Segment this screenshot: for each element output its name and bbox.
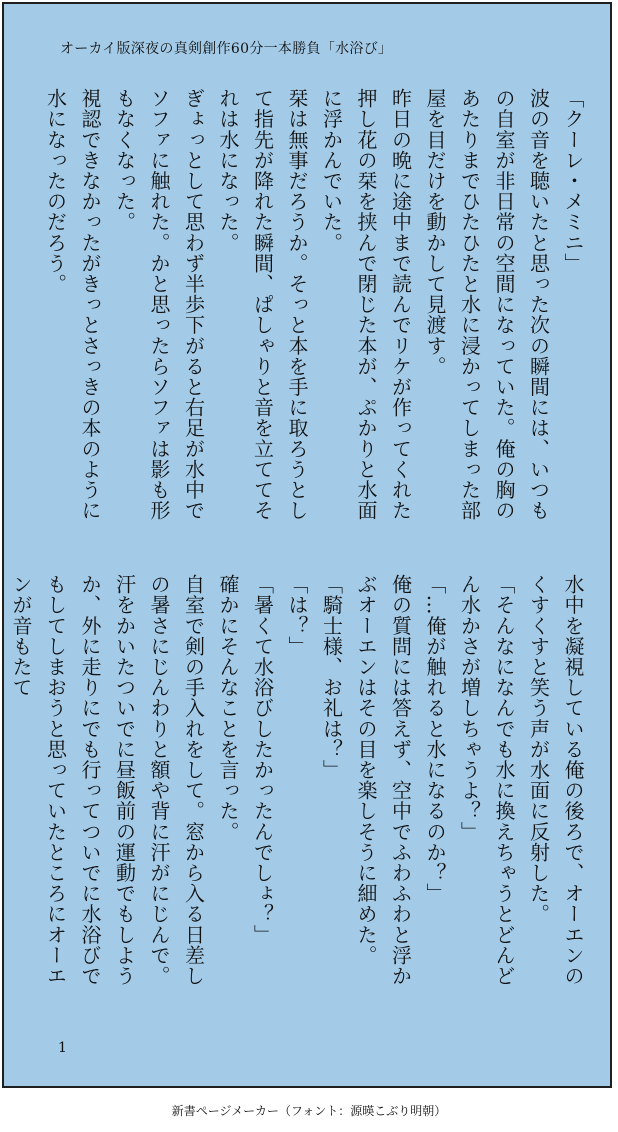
paragraph: 昨日の晩に途中まで読んでリケが作ってくれた押し花の栞を挟んで閉じた本が、ぷかりと水面に浮かんでいた。 (319, 88, 413, 521)
page-number: 1 (58, 1040, 67, 1056)
paragraph: 「騎士様、お礼は？」 (319, 574, 344, 780)
paragraph: 確かにそんなことを言った。 (216, 574, 240, 842)
paragraph: 視認できなかったがきっとさっきの本のように水になったのだろう。 (43, 88, 102, 521)
paragraph: 栞は無事だろうか。そっと本を手に取ろうとして指先が降れた瞬間、ぱしゃりと音を立ててそれは水になった。 (216, 88, 309, 521)
paragraph: 自室で剣の手入れをして。窓から入る日差しの暑さにじんわりと額や背に汗がにじんで。 (147, 574, 206, 986)
paragraph: ぎょっとして思わず半歩下がると右足が水中でソファに触れた。かと思ったらソファは影も形もなくなった。 (112, 88, 206, 521)
paragraph: 「暑くて水浴びしたかったんでしょ？」 (250, 574, 275, 945)
paragraph: 汗をかいたついでに昼飯前の運動でもしようか、外に走りにでも行ってついでに水浴びでもしてしまおうと思っていたところにオーエンが音もたて (9, 574, 137, 986)
paragraph: 「クーレ・メミニ」 (561, 88, 585, 274)
footer-credit: 新書ページメーカー（フォント：源暎こぶり明朝） (171, 1104, 447, 1118)
paragraph: 「そんなになんでも水に換えちゃうとどんどん水かさが増しちゃうよ？」 (457, 574, 516, 986)
paragraph: 俺の質問には答えず、空中でふわふわと浮かぶオーエンはその目を楽しそうに細めた。 (354, 574, 413, 986)
page-title: オーカイ版深夜の真剣創作60分一本勝負「水浴び」 (60, 41, 393, 57)
novel-page (2, 2, 612, 1088)
paragraph: 波の音を聴いたと思った次の瞬間には、いつもの自室が非日常の空間になっていた。俺の胸のあたりまでひたひたと水に浸かってしまった部屋を目だけを動かして見渡す。 (423, 88, 551, 521)
paragraph: 「は？」 (285, 574, 309, 657)
paragraph: 「…俺が触れると水になるのか？」 (423, 574, 447, 904)
text-column-top (43, 88, 590, 526)
text-column-bottom (9, 574, 590, 1006)
paragraph: 水中を凝視している俺の後ろで、オーエンのくすくすと笑う声が水面に反射した。 (526, 574, 585, 986)
